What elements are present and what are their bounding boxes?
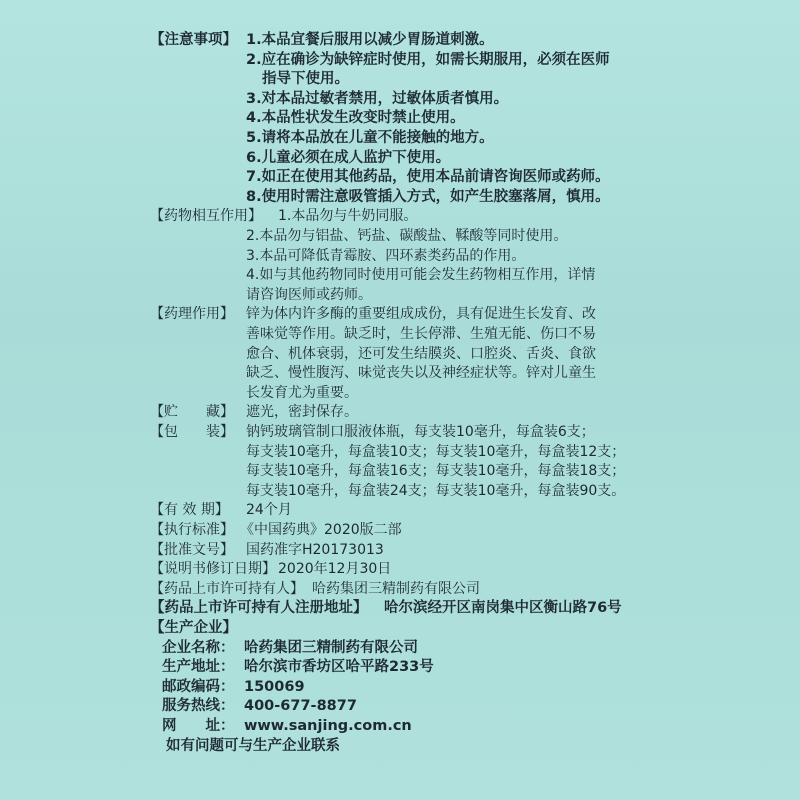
standard-value: 《中国药典》2020版二部: [240, 522, 402, 538]
holder-address-label: 【药品上市许可持有人注册地址】: [150, 600, 368, 617]
standard-label: 【执行标准】: [150, 522, 234, 538]
company-name-label: 企业名称：: [162, 639, 235, 656]
pharmacology-label: 【药理作用】: [150, 306, 234, 323]
package-label: 【包 装】: [150, 424, 234, 440]
precaution-item-2-cont: 指导下使用。: [262, 71, 349, 88]
company-name-value: 哈药集团三精制药有限公司: [244, 639, 418, 656]
service-hotline-value: 400-677-8877: [244, 698, 357, 715]
pharmacology-line-2: 善味觉等作用。缺乏时，生长停滞、生殖无能、伤口不易: [246, 326, 596, 342]
precaution-item-6: 6.儿童必须在成人监护下使用。: [246, 149, 451, 166]
website-label: 网 址：: [162, 718, 235, 734]
interaction-item-1: 1.本品勿与牛奶同服。: [278, 208, 418, 225]
validity-value: 24个月: [246, 502, 292, 519]
holder-value: 哈药集团三精制药有限公司: [312, 580, 480, 597]
pharmacology-line-5: 长发育尤为重要。: [246, 384, 358, 401]
postal-code-label: 邮政编码：: [162, 678, 235, 695]
pharmacology-line-1: 锌为体内许多酶的重要组成成份，具有促进生长发育、改: [246, 306, 596, 323]
storage-value: 遮光，密封保存。: [246, 404, 358, 421]
precaution-item-8: 8.使用时需注意吸管插入方式，如产生胶塞落屑，慎用。: [246, 188, 610, 205]
storage-label: 【贮 藏】: [150, 404, 234, 421]
holder-label: 【药品上市许可持有人】: [150, 580, 304, 597]
revision-value: 2020年12月30日: [278, 561, 392, 578]
package-line-2: 每支装10毫升，每盒装10支；每支装10毫升，每盒装12支；: [246, 443, 626, 460]
precaution-item-3: 3.对本品过敏者禁用，过敏体质者慎用。: [246, 90, 509, 107]
validity-label: 【有 效 期】: [150, 502, 229, 519]
package-line-1: 钠钙玻璃管制口服液体瓶，每支装10毫升，每盒装6支；: [246, 424, 595, 440]
approval-value: 国药准字H20173013: [246, 541, 384, 558]
precautions-label: 【注意事项】: [150, 32, 237, 48]
interaction-item-4: 4.如与其他药物同时使用可能会发生药物相互作用，详情: [246, 267, 596, 284]
package-line-4: 每支装10毫升，每盒装24支；每支装10毫升，每盒装90支。: [246, 482, 626, 499]
service-hotline-label: 服务热线：: [162, 698, 235, 715]
precaution-item-1: 1.本品宜餐后服用以减少胃肠道刺激。: [246, 32, 494, 48]
manufacturer-label: 【生产企业】: [150, 620, 237, 636]
interaction-item-4-cont: 请咨询医师或药师。: [246, 286, 372, 303]
precaution-item-7: 7.如正在使用其他药品，使用本品前请咨询医师或药师。: [246, 169, 610, 186]
package-line-3: 每支装10毫升，每盒装16支；每支装10毫升，每盒装18支；: [246, 463, 626, 480]
pharmacology-line-4: 缺乏、慢性腹泻、味觉丧失以及神经症状等。锌对儿童生: [246, 365, 596, 382]
precaution-item-4: 4.本品性状发生改变时禁止使用。: [246, 110, 465, 127]
precaution-item-2: 2.应在确诊为缺锌症时使用，如需长期服用，必须在医师: [246, 51, 610, 68]
production-address-value: 哈尔滨市香坊区哈平路233号: [244, 659, 434, 676]
website-value: www.sanjing.com.cn: [244, 718, 412, 734]
interaction-item-2: 2.本品勿与铝盐、钙盐、碳酸盐、鞣酸等同时使用。: [246, 228, 568, 244]
postal-code-value: 150069: [244, 678, 305, 695]
pharmacology-line-3: 愈合、机体衰弱，还可发生结膜炎、口腔炎、舌炎、食欲: [246, 345, 596, 362]
approval-label: 【批准文号】: [150, 541, 234, 558]
footer-contact-note: 如有问题可与生产企业联系: [166, 737, 340, 754]
precaution-item-5: 5.请将本品放在儿童不能接触的地方。: [246, 130, 494, 146]
revision-label: 【说明书修订日期】: [150, 561, 276, 578]
interaction-item-3: 3.本品可降低青霉胺、四环素类药品的作用。: [246, 247, 526, 264]
holder-address-value: 哈尔滨经开区南岗集中区衡山路76号: [384, 600, 622, 617]
production-address-label: 生产地址：: [162, 659, 235, 676]
interactions-label: 【药物相互作用】: [150, 208, 262, 225]
